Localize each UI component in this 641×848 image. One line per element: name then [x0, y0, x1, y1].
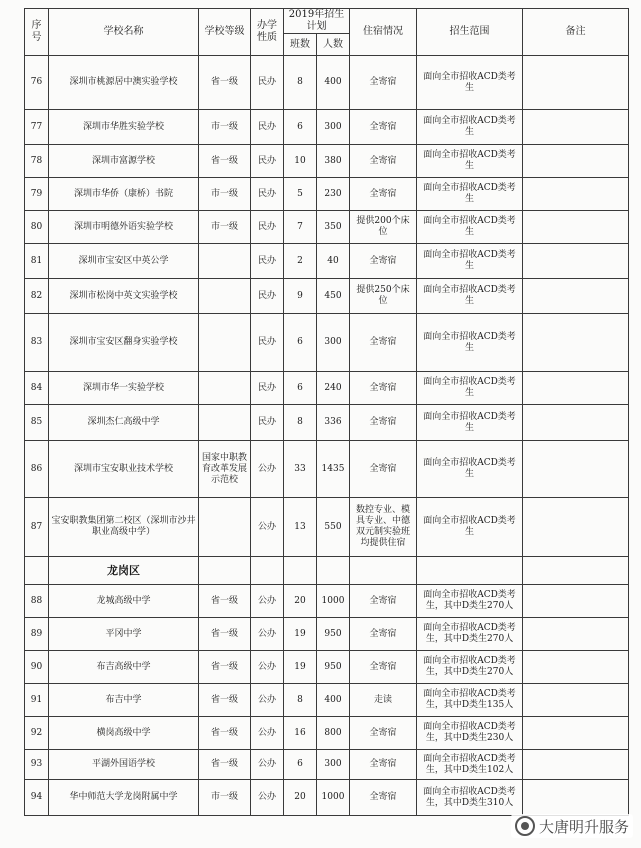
cell-people: 950	[317, 618, 350, 651]
cell-nature: 民办	[251, 211, 284, 244]
cell-school-name: 深圳市松岗中英文实验学校	[49, 279, 199, 314]
cell-seq: 93	[25, 750, 49, 780]
header-level: 学校等级	[199, 9, 251, 56]
cell-remark	[523, 441, 629, 498]
cell-seq: 82	[25, 279, 49, 314]
table-body-longgang	[25, 585, 629, 816]
cell-nature: 民办	[251, 279, 284, 314]
table-row	[25, 178, 629, 211]
cell-level	[199, 405, 251, 441]
cell-school-name: 深圳市华侨（康桥）书院	[49, 178, 199, 211]
table-row	[25, 211, 629, 244]
cell-level: 省一级	[199, 684, 251, 717]
table-row	[25, 717, 629, 750]
cell-lodging: 全寄宿	[350, 780, 417, 816]
table-row	[25, 618, 629, 651]
cell-level: 省一级	[199, 717, 251, 750]
cell-remark	[523, 618, 629, 651]
cell-nature: 公办	[251, 651, 284, 684]
cell-classes: 33	[284, 441, 317, 498]
cell-seq: 92	[25, 717, 49, 750]
table-row	[25, 441, 629, 498]
cell-remark	[523, 178, 629, 211]
cell-remark	[523, 211, 629, 244]
cell-nature: 公办	[251, 717, 284, 750]
cell-scope: 面向全市招收ACD类考生，其中D类生270人	[417, 618, 523, 651]
cell-scope: 面向全市招收ACD类考生	[417, 244, 523, 279]
table-row	[25, 651, 629, 684]
district-empty-cell	[199, 557, 251, 585]
cell-remark	[523, 244, 629, 279]
cell-remark	[523, 145, 629, 178]
cell-people: 300	[317, 314, 350, 372]
table-row	[25, 244, 629, 279]
cell-scope: 面向全市招收ACD类考生	[417, 211, 523, 244]
cell-seq: 91	[25, 684, 49, 717]
cell-school-name: 深圳市富源学校	[49, 145, 199, 178]
cell-scope: 面向全市招收ACD类考生	[417, 178, 523, 211]
cell-remark	[523, 498, 629, 557]
cell-nature: 公办	[251, 618, 284, 651]
cell-remark	[523, 314, 629, 372]
district-empty-cell	[284, 557, 317, 585]
cell-people: 300	[317, 110, 350, 145]
cell-seq: 85	[25, 405, 49, 441]
cell-people: 300	[317, 750, 350, 780]
cell-people: 1000	[317, 585, 350, 618]
cell-seq: 90	[25, 651, 49, 684]
cell-seq: 76	[25, 56, 49, 110]
cell-people: 400	[317, 56, 350, 110]
cell-school-name: 深圳市宝安区翻身实验学校	[49, 314, 199, 372]
cell-school-name: 宝安职教集团第二校区（深圳市沙井职业高级中学）	[49, 498, 199, 557]
cell-seq: 87	[25, 498, 49, 557]
cell-lodging: 全寄宿	[350, 178, 417, 211]
watermark-text: 大唐明升服务	[538, 817, 629, 836]
cell-people: 550	[317, 498, 350, 557]
table-row	[25, 498, 629, 557]
cell-people: 380	[317, 145, 350, 178]
cell-lodging: 全寄宿	[350, 110, 417, 145]
cell-school-name: 华中师范大学龙岗附属中学	[49, 780, 199, 816]
cell-scope: 面向全市招收ACD类考生	[417, 498, 523, 557]
cell-people: 450	[317, 279, 350, 314]
cell-level: 市一级	[199, 110, 251, 145]
cell-classes: 16	[284, 717, 317, 750]
cell-lodging: 全寄宿	[350, 405, 417, 441]
cell-school-name: 深圳市华一实验学校	[49, 372, 199, 405]
table-row	[25, 585, 629, 618]
cell-seq: 77	[25, 110, 49, 145]
cell-seq: 80	[25, 211, 49, 244]
cell-school-name: 横岗高级中学	[49, 717, 199, 750]
cell-seq: 89	[25, 618, 49, 651]
cell-nature: 民办	[251, 56, 284, 110]
cell-lodging: 全寄宿	[350, 441, 417, 498]
header-people: 人数	[317, 34, 350, 56]
cell-people: 240	[317, 372, 350, 405]
table-row	[25, 750, 629, 780]
cell-level: 市一级	[199, 178, 251, 211]
cell-scope: 面向全市招收ACD类考生	[417, 372, 523, 405]
cell-scope: 面向全市招收ACD类考生	[417, 110, 523, 145]
cell-classes: 19	[284, 618, 317, 651]
header-scope: 招生范围	[417, 9, 523, 56]
cell-nature: 民办	[251, 314, 284, 372]
cell-scope: 面向全市招收ACD类考生，其中D类生102人	[417, 750, 523, 780]
cell-level	[199, 314, 251, 372]
table-row	[25, 684, 629, 717]
cell-school-name: 布吉中学	[49, 684, 199, 717]
cell-classes: 8	[284, 684, 317, 717]
header-plan: 2019年招生计划	[284, 9, 350, 34]
cell-lodging: 全寄宿	[350, 750, 417, 780]
cell-remark	[523, 585, 629, 618]
cell-lodging: 提供250个床位	[350, 279, 417, 314]
cell-school-name: 深圳市明德外语实验学校	[49, 211, 199, 244]
cell-people: 1000	[317, 780, 350, 816]
cell-scope: 面向全市招收ACD类考生	[417, 145, 523, 178]
cell-remark	[523, 372, 629, 405]
table-row	[25, 145, 629, 178]
cell-classes: 6	[284, 372, 317, 405]
cell-lodging: 全寄宿	[350, 56, 417, 110]
cell-remark	[523, 56, 629, 110]
header-lodging: 住宿情况	[350, 9, 417, 56]
cell-level	[199, 498, 251, 557]
cell-remark	[523, 651, 629, 684]
cell-school-name: 深圳市华胜实验学校	[49, 110, 199, 145]
cell-scope: 面向全市招收ACD类考生，其中D类生230人	[417, 717, 523, 750]
cell-people: 400	[317, 684, 350, 717]
cell-scope: 面向全市招收ACD类考生	[417, 279, 523, 314]
cell-people: 950	[317, 651, 350, 684]
cell-scope: 面向全市招收ACD类考生	[417, 314, 523, 372]
table-row	[25, 405, 629, 441]
cell-lodging: 提供200个床位	[350, 211, 417, 244]
cell-level	[199, 372, 251, 405]
cell-level: 国家中职教育改革发展示范校	[199, 441, 251, 498]
cell-seq: 83	[25, 314, 49, 372]
header-classes: 班数	[284, 34, 317, 56]
cell-seq: 84	[25, 372, 49, 405]
cell-lodging: 全寄宿	[350, 145, 417, 178]
cell-remark	[523, 684, 629, 717]
cell-seq: 86	[25, 441, 49, 498]
district-empty-cell	[317, 557, 350, 585]
cell-level	[199, 279, 251, 314]
cell-level: 省一级	[199, 585, 251, 618]
header-name: 学校名称	[49, 9, 199, 56]
cell-remark	[523, 717, 629, 750]
cell-scope: 面向全市招收ACD类考生	[417, 405, 523, 441]
cell-lodging: 走读	[350, 684, 417, 717]
cell-lodging: 全寄宿	[350, 244, 417, 279]
cell-scope: 面向全市招收ACD类考生，其中D类生270人	[417, 585, 523, 618]
watermark	[511, 814, 633, 838]
cell-school-name: 深圳市桃源居中澳实验学校	[49, 56, 199, 110]
cell-nature: 公办	[251, 750, 284, 780]
enrollment-table	[24, 8, 629, 816]
cell-scope: 面向全市招收ACD类考生	[417, 56, 523, 110]
cell-lodging: 全寄宿	[350, 585, 417, 618]
cell-nature: 公办	[251, 684, 284, 717]
district-empty-cell	[523, 557, 629, 585]
district-empty-cell	[350, 557, 417, 585]
table-row	[25, 314, 629, 372]
cell-nature: 民办	[251, 110, 284, 145]
cell-lodging: 全寄宿	[350, 717, 417, 750]
cell-scope: 面向全市招收ACD类考生	[417, 441, 523, 498]
cell-level: 省一级	[199, 618, 251, 651]
cell-scope: 面向全市招收ACD类考生，其中D类生270人	[417, 651, 523, 684]
cell-school-name: 深圳杰仁高级中学	[49, 405, 199, 441]
cell-remark	[523, 750, 629, 780]
cell-classes: 6	[284, 110, 317, 145]
cell-nature: 公办	[251, 498, 284, 557]
cell-lodging: 全寄宿	[350, 651, 417, 684]
cell-classes: 6	[284, 750, 317, 780]
cell-school-name: 平冈中学	[49, 618, 199, 651]
table-row	[25, 279, 629, 314]
district-row	[25, 557, 629, 585]
cell-seq: 94	[25, 780, 49, 816]
cell-classes: 5	[284, 178, 317, 211]
header-nature: 办学性质	[251, 9, 284, 56]
header-row	[25, 9, 629, 34]
header-seq: 序号	[25, 9, 49, 56]
cell-classes: 8	[284, 405, 317, 441]
cell-school-name: 深圳市宝安区中英公学	[49, 244, 199, 279]
cell-nature: 民办	[251, 372, 284, 405]
table-row	[25, 372, 629, 405]
cell-seq: 78	[25, 145, 49, 178]
cell-level: 省一级	[199, 750, 251, 780]
cell-lodging: 全寄宿	[350, 372, 417, 405]
cell-remark	[523, 110, 629, 145]
cell-classes: 19	[284, 651, 317, 684]
district-empty-cell	[417, 557, 523, 585]
table-body-district	[25, 557, 629, 585]
cell-scope: 面向全市招收ACD类考生，其中D类生310人	[417, 780, 523, 816]
cell-classes: 13	[284, 498, 317, 557]
cell-classes: 6	[284, 314, 317, 372]
cell-nature: 公办	[251, 585, 284, 618]
cell-nature: 民办	[251, 405, 284, 441]
cell-people: 1435	[317, 441, 350, 498]
cell-level: 市一级	[199, 780, 251, 816]
cell-nature: 民办	[251, 244, 284, 279]
cell-people: 336	[317, 405, 350, 441]
cell-remark	[523, 279, 629, 314]
cell-nature: 民办	[251, 145, 284, 178]
cell-classes: 20	[284, 585, 317, 618]
cell-people: 230	[317, 178, 350, 211]
cell-scope: 面向全市招收ACD类考生，其中D类生135人	[417, 684, 523, 717]
cell-classes: 2	[284, 244, 317, 279]
cell-people: 350	[317, 211, 350, 244]
cell-people: 40	[317, 244, 350, 279]
cell-level: 市一级	[199, 211, 251, 244]
cell-classes: 9	[284, 279, 317, 314]
table-row	[25, 110, 629, 145]
cell-people: 800	[317, 717, 350, 750]
district-seq	[25, 557, 49, 585]
cell-nature: 公办	[251, 441, 284, 498]
cell-lodging: 全寄宿	[350, 314, 417, 372]
cell-level: 省一级	[199, 651, 251, 684]
cell-seq: 81	[25, 244, 49, 279]
table-row	[25, 780, 629, 816]
cell-remark	[523, 780, 629, 816]
cell-seq: 79	[25, 178, 49, 211]
cell-level: 省一级	[199, 56, 251, 110]
cell-school-name: 深圳市宝安职业技术学校	[49, 441, 199, 498]
cell-remark	[523, 405, 629, 441]
cell-school-name: 龙城高级中学	[49, 585, 199, 618]
district-label: 龙岗区	[49, 557, 199, 585]
cell-classes: 10	[284, 145, 317, 178]
cell-level	[199, 244, 251, 279]
cell-school-name: 布吉高级中学	[49, 651, 199, 684]
table-body-baoan	[25, 56, 629, 557]
wechat-logo-icon	[515, 816, 535, 836]
cell-lodging: 数控专业、模具专业、中德双元制实验班均提供住宿	[350, 498, 417, 557]
cell-nature: 民办	[251, 178, 284, 211]
cell-classes: 20	[284, 780, 317, 816]
cell-nature: 公办	[251, 780, 284, 816]
cell-lodging: 全寄宿	[350, 618, 417, 651]
district-empty-cell	[251, 557, 284, 585]
cell-classes: 8	[284, 56, 317, 110]
table-row	[25, 56, 629, 110]
header-remark: 备注	[523, 9, 629, 56]
cell-level: 省一级	[199, 145, 251, 178]
cell-classes: 7	[284, 211, 317, 244]
cell-school-name: 平湖外国语学校	[49, 750, 199, 780]
cell-seq: 88	[25, 585, 49, 618]
